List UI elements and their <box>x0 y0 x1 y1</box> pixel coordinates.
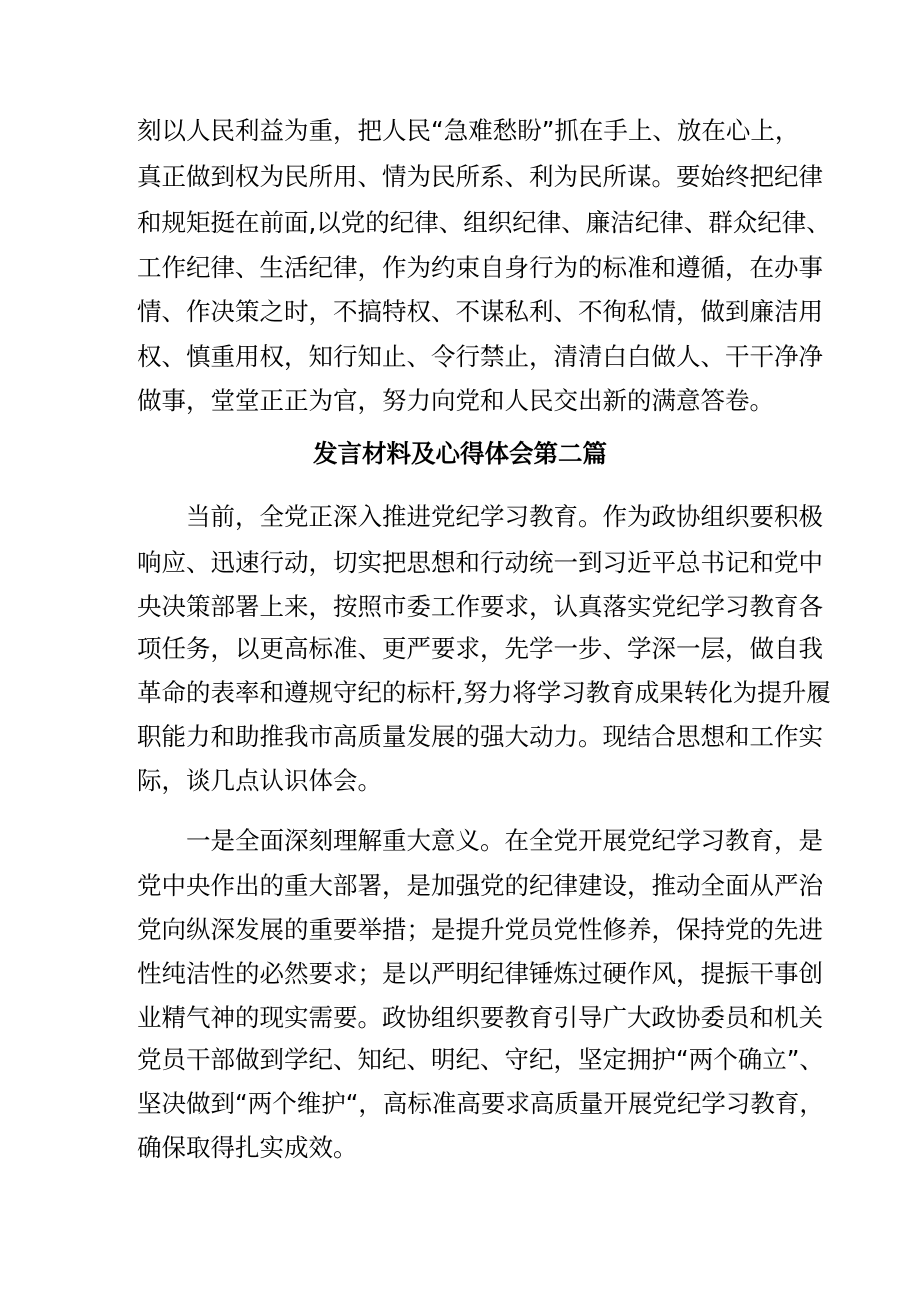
text-line: 工作纪律、生活纪律，作为约束自身行为的标准和遵循，在办事 <box>137 253 823 282</box>
text-line: 响应、迅速行动，切实把思想和行动统一到习近平总书记和党中 <box>137 548 823 577</box>
text-line: 真正做到权为民所用、情为民所系、利为民所谋。要始终把纪律 <box>137 162 823 191</box>
text-line: 党中央作出的重大部署，是加强党的纪律建设，推动全面从严治 <box>137 871 823 900</box>
text-line: 坚决做到“两个维护“，高标准高要求高质量开展党纪学习教育， <box>137 1089 824 1118</box>
section-title: 发言材料及心得体会第二篇 <box>313 439 607 468</box>
text-line: 际，谈几点认识体会。 <box>137 766 382 795</box>
text-line: 和规矩挺在前面,以党的纪律、组织纪律、廉洁纪律、群众纪律、 <box>137 208 831 237</box>
text-line: 业精气神的现实需要。政协组织要教育引导广大政协委员和机关 <box>137 1003 823 1032</box>
text-line: 确保取得扎实成效。 <box>137 1133 358 1162</box>
paragraph-first-line: 当前，全党正深入推进党纪学习教育。作为政协组织要积极 <box>186 502 823 531</box>
text-line: 情、作决策之时，不搞特权、不谋私利、不徇私情，做到廉洁用 <box>137 297 823 326</box>
text-line: 党员干部做到学纪、知纪、明纪、守纪，坚定拥护“两个确立”、 <box>137 1045 824 1074</box>
text-line: 做事，堂堂正正为官，努力向党和人民交出新的满意答卷。 <box>137 386 774 415</box>
text-line: 权、慎重用权，知行知止、令行禁止，清清白白做人、干干净净 <box>137 342 823 371</box>
text-line: 项任务，以更高标准、更严要求，先学一步、学深一层，做自我 <box>137 634 823 663</box>
text-line: 党向纵深发展的重要举措；是提升党员党性修养，保持党的先进 <box>137 915 823 944</box>
text-line: 革命的表率和遵规守纪的标杆,努力将学习教育成果转化为提升履 <box>137 678 831 707</box>
text-line: 刻以人民利益为重，把人民“急难愁盼”抓在手上、放在心上， <box>137 116 800 145</box>
text-line: 性纯洁性的必然要求；是以严明纪律锤炼过硬作风，提振干事创 <box>137 959 823 988</box>
text-line: 央决策部署上来，按照市委工作要求，认真落实党纪学习教育各 <box>137 592 823 621</box>
paragraph-first-line: 一是全面深刻理解重大意义。在全党开展党纪学习教育，是 <box>186 826 823 855</box>
text-line: 职能力和助推我市高质量发展的强大动力。现结合思想和工作实 <box>137 722 823 751</box>
